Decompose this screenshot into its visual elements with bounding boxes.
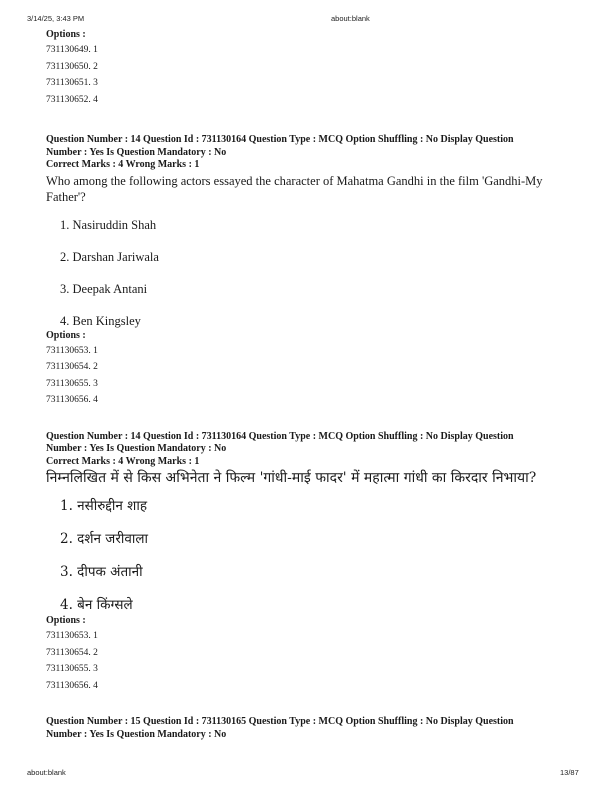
footer-url: about:blank (27, 768, 66, 777)
options-label: Options : (46, 329, 86, 341)
question-header-cont: Number : Yes Is Question Mandatory : No (46, 728, 227, 740)
option-id: 731130655. 3 (46, 378, 98, 389)
answer-choice: 4. बेन किंग्सले (60, 597, 133, 613)
answer-choice: 3. दीपक अंतानी (60, 564, 143, 580)
options-label: Options : (46, 29, 86, 40)
question-15 (46, 716, 576, 741)
answer-choice: 2. दर्शन जरीवाला (60, 531, 148, 547)
option-id: 731130651. 3 (46, 78, 98, 88)
question-header: Question Number : 15 Question Id : 731130165 Question Type : MCQ Option Shuffling : No Display Question (46, 716, 514, 727)
answer-choice: 1. नसीरुद्दीन शाह (60, 498, 148, 514)
page-content (46, 28, 576, 741)
question-text: निम्नलिखित में से किस अभिनेता ने फिल्म 'गांधी-माई फादर' में महात्मा गांधी का किरदार निभाया? (46, 470, 537, 486)
answer-choice: 3. Deepak Antani (60, 281, 148, 296)
print-title: about:blank (331, 14, 370, 23)
option-id: 731130652. 4 (46, 94, 98, 105)
option-id: 731130654. 2 (46, 362, 98, 372)
top-options-block (46, 28, 576, 108)
answer-choice: 4. Ben Kingsley (60, 313, 141, 328)
question-header: Question Number : 14 Question Id : 731130164 Question Type : MCQ Option Shuffling : No Display Question (46, 134, 514, 145)
answer-choice: 2. Darshan Jariwala (60, 249, 159, 264)
question-marks: Correct Marks : 4 Wrong Marks : 1 (46, 159, 200, 170)
question-14-hindi (46, 431, 576, 695)
option-id: 731130656. 4 (46, 680, 98, 691)
question-14-english (46, 134, 576, 409)
question-marks: Correct Marks : 4 Wrong Marks : 1 (46, 455, 200, 467)
question-header: Question Number : 14 Question Id : 731130164 Question Type : MCQ Option Shuffling : No Display Question (46, 430, 514, 442)
option-id: 731130654. 2 (46, 647, 98, 658)
option-id: 731130653. 1 (46, 345, 98, 356)
question-header-cont: Number : Yes Is Question Mandatory : No (46, 146, 227, 158)
question-header-cont: Number : Yes Is Question Mandatory : No (46, 443, 227, 454)
option-id: 731130653. 1 (46, 631, 98, 641)
option-id: 731130655. 3 (46, 664, 98, 674)
option-id: 731130650. 2 (46, 61, 98, 72)
option-id: 731130656. 4 (46, 395, 98, 405)
print-datetime: 3/14/25, 3:43 PM (27, 14, 85, 23)
answer-choice: 1. Nasiruddin Shah (60, 217, 157, 232)
page-number: 13/87 (560, 768, 579, 777)
options-label: Options : (46, 615, 86, 626)
question-text: Who among the following actors essayed the character of Mahatma Gandhi in the film 'Gandhi-My Father'? (46, 173, 543, 204)
option-id: 731130649. 1 (46, 45, 98, 55)
